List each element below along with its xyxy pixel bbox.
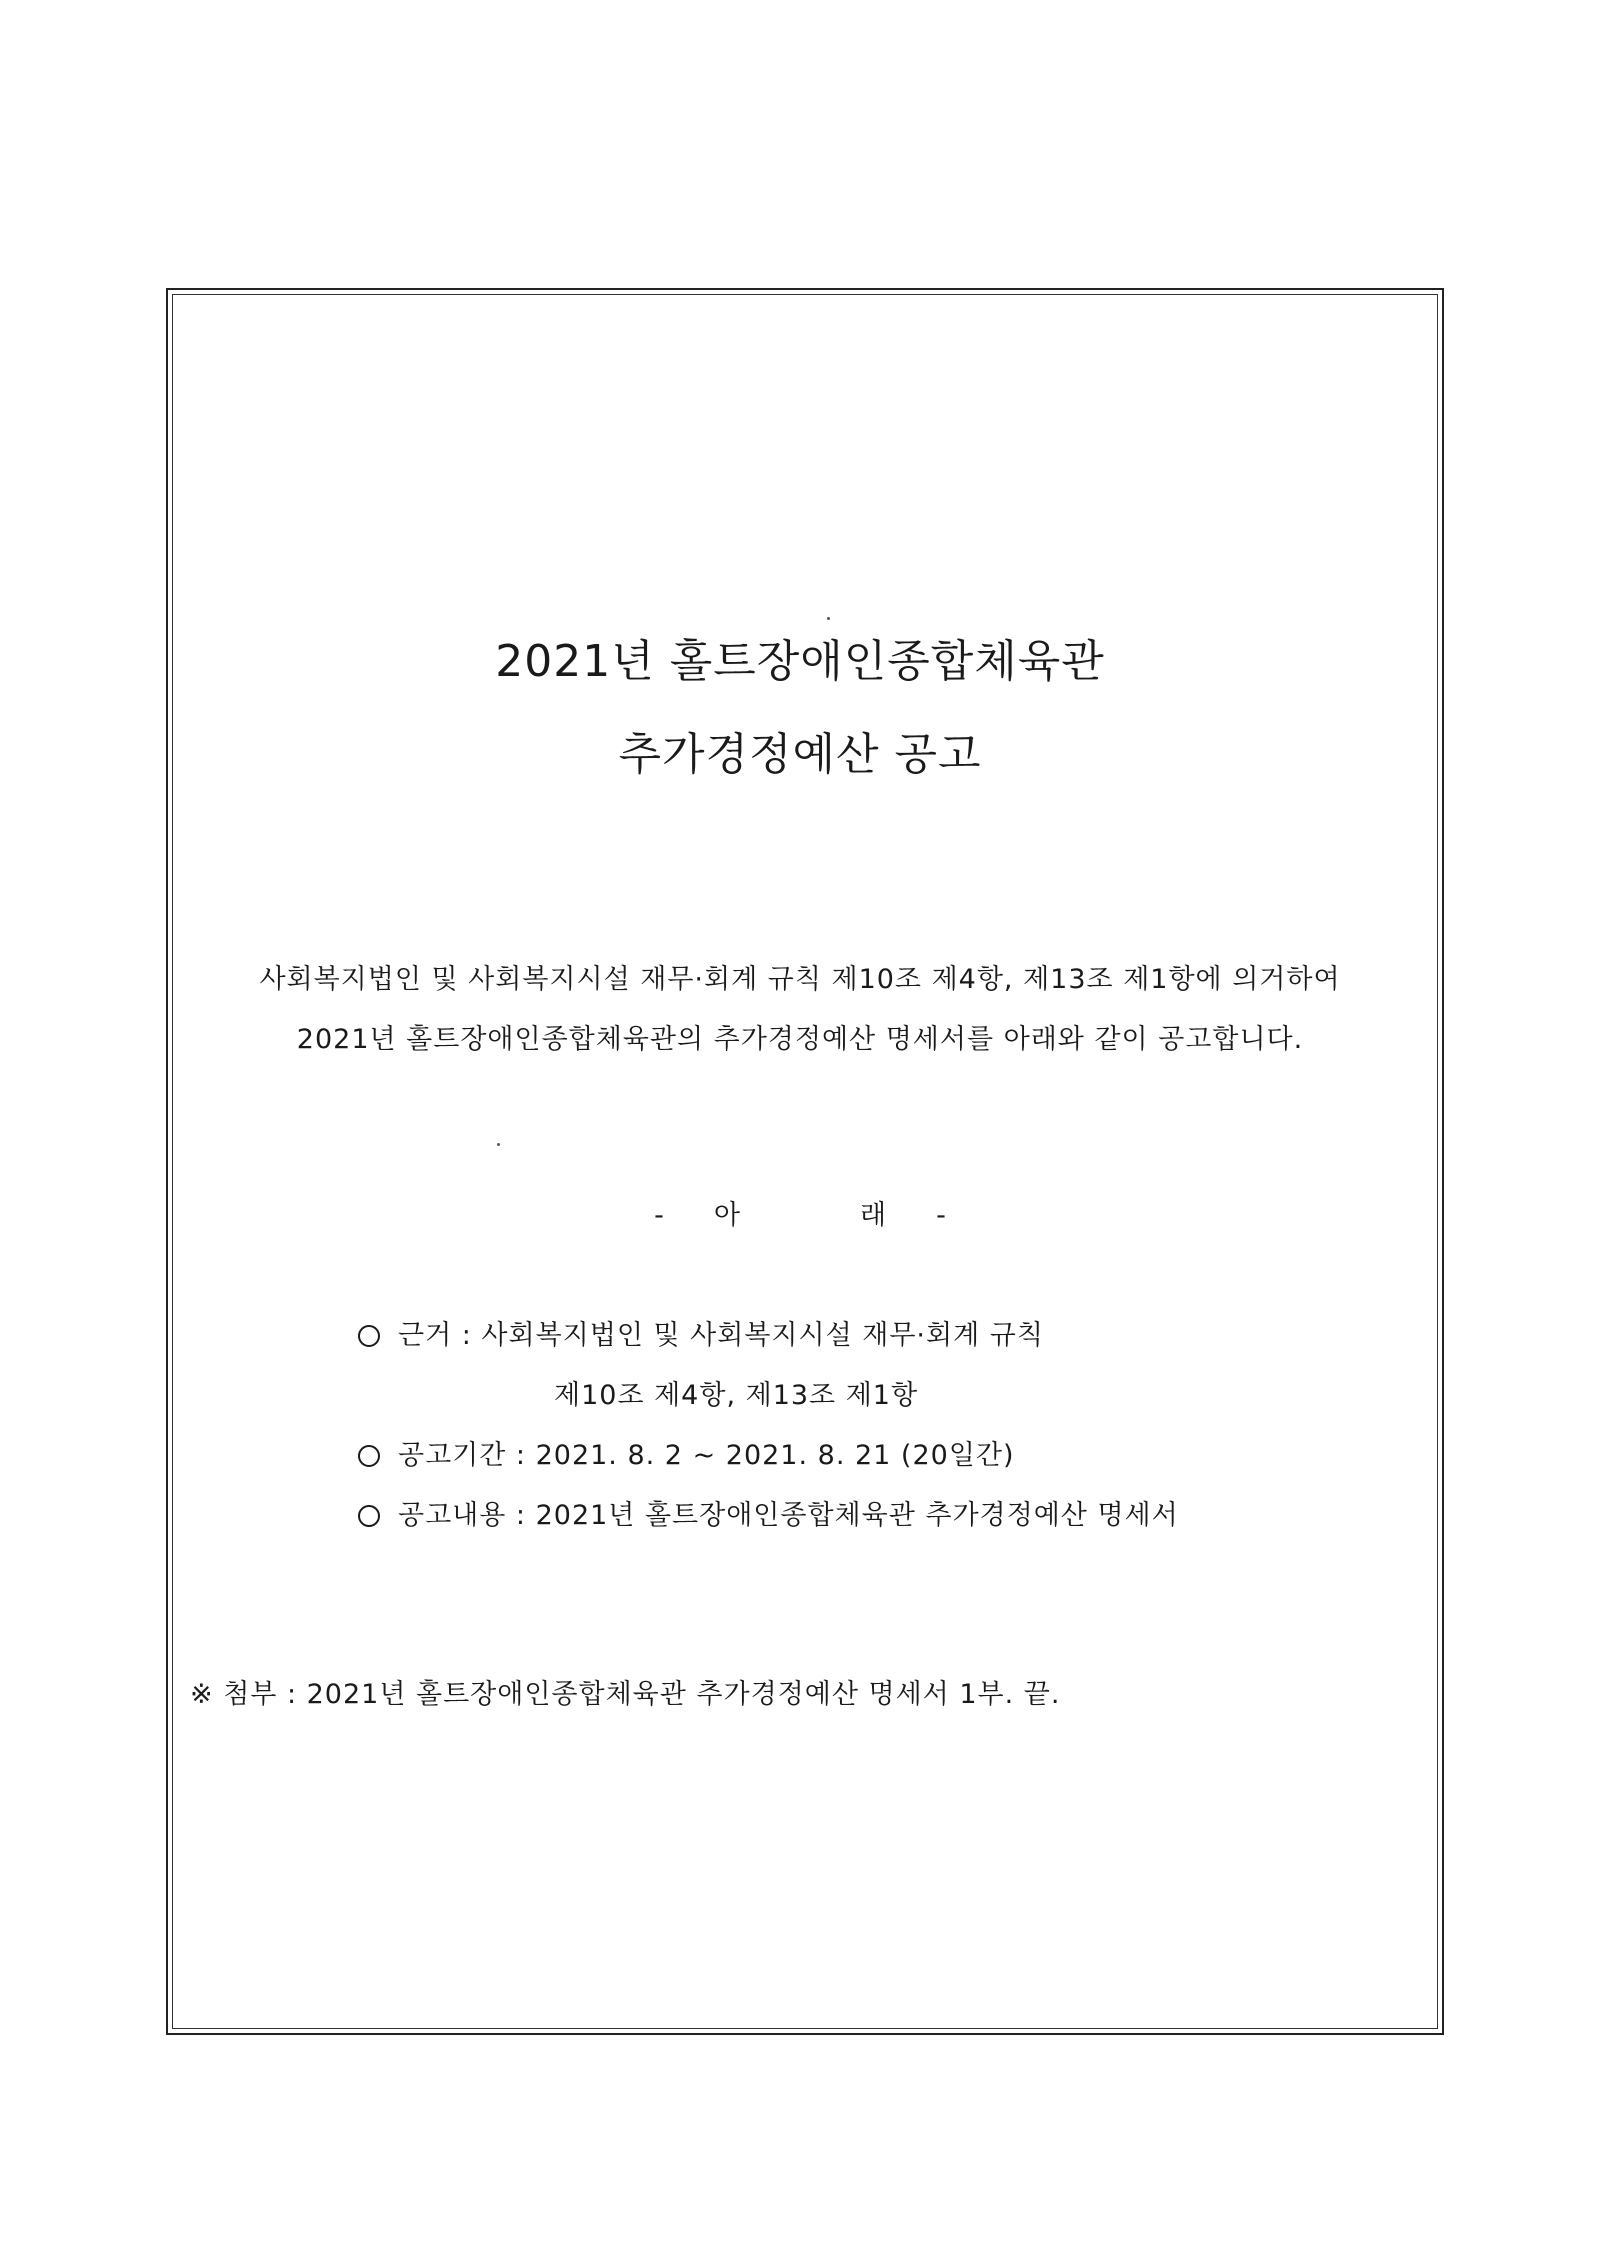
scan-speck — [497, 1143, 500, 1146]
content-item — [358, 1493, 1179, 1532]
below-heading — [0, 1193, 1600, 1232]
circle-bullet-icon — [358, 1505, 380, 1527]
document-border-inner — [172, 294, 1438, 2029]
period-item — [358, 1433, 1015, 1472]
notice-title-line1: 2021년 홀트장애인종합체육관 — [495, 636, 1105, 687]
below-word-2: 래 — [860, 1200, 887, 1231]
notice-title-line2: 추가경정예산 공고 — [618, 729, 982, 780]
content-text: 공고내용 : 2021년 홀트장애인종합체육관 추가경정예산 명세서 — [398, 1500, 1179, 1531]
basis-text: 근거 : 사회복지법인 및 사회복지시설 재무·회계 규칙 — [398, 1320, 1044, 1351]
attachment-note: ※ 첨부 : 2021년 홀트장애인종합체육관 추가경정예산 명세서 1부. 끝. — [190, 1679, 1061, 1710]
intro-line2: 2021년 홀트장애인종합체육관의 추가경정예산 명세서를 아래와 같이 공고합니다. — [296, 1024, 1304, 1055]
period-text: 공고기간 : 2021. 8. 2 ~ 2021. 8. 21 (20일간) — [398, 1440, 1015, 1471]
circle-bullet-icon — [358, 1445, 380, 1467]
intro-line1: 사회복지법인 및 사회복지시설 재무·회계 규칙 제10조 제4항, 제13조 제1항에 의거하여 — [259, 964, 1341, 995]
below-dash-right: - — [936, 1200, 946, 1231]
circle-bullet-icon — [358, 1325, 380, 1347]
below-word-1: 아 — [713, 1200, 740, 1231]
basis-item-continuation: 제10조 제4항, 제13조 제1항 — [554, 1380, 919, 1411]
basis-item — [358, 1313, 1044, 1352]
below-dash-left: - — [654, 1200, 664, 1231]
scan-speck — [827, 617, 830, 620]
